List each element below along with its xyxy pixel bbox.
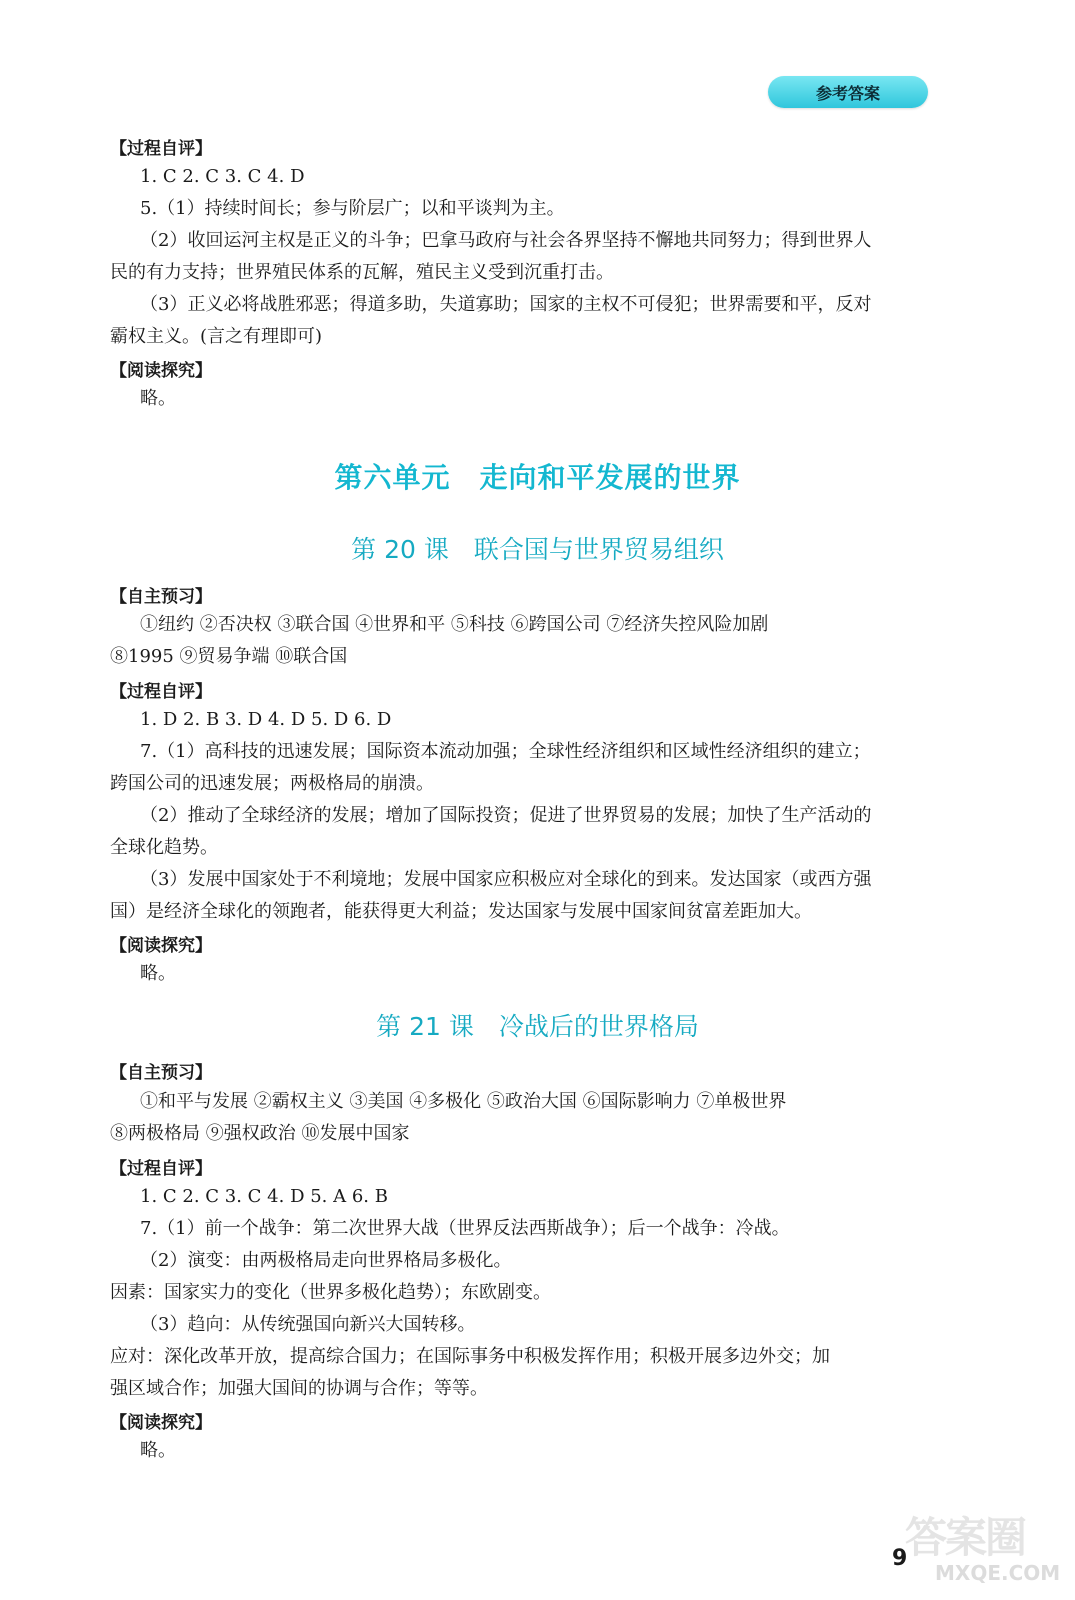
- answer-line: （2）推动了全球经济的发展；增加了国际投资；促进了世界贸易的发展；加快了生产活动的: [140, 805, 872, 826]
- answer-line: （3）趋向：从传统强国向新兴大国转移。: [140, 1314, 476, 1335]
- answer-line: 5.（1）持续时间长；参与阶层广；以和平谈判为主。: [140, 198, 565, 219]
- page-number: 9: [892, 1546, 908, 1571]
- answer-line: 7.（1）高科技的迅速发展；国际资本流动加强；全球性经济组织和区域性经济组织的建立；: [140, 741, 871, 762]
- section-heading: 【过程自评】: [110, 682, 212, 702]
- answer-line: （2）收回运河主权是正义的斗争；巴拿马政府与社会各界坚持不懈地共同努力；得到世界人: [140, 230, 872, 251]
- watermark-url: MXQE.COM: [935, 1561, 1061, 1585]
- section-heading: 【过程自评】: [110, 1159, 212, 1179]
- watermark: [905, 1505, 1065, 1595]
- answer-line: ⑧两极格局 ⑨强权政治 ⑩发展中国家: [110, 1123, 410, 1144]
- section-heading: 【阅读探究】: [110, 936, 212, 956]
- answer-line: 略。: [140, 1440, 176, 1461]
- answer-line: 略。: [140, 963, 176, 984]
- answer-line: 7.（1）前一个战争：第二次世界大战（世界反法西斯战争）；后一个战争：冷战。: [140, 1218, 790, 1239]
- answer-line: 略。: [140, 388, 176, 409]
- unit-title: 第六单元 走向和平发展的世界: [334, 461, 741, 494]
- section-heading: 【阅读探究】: [110, 1413, 212, 1433]
- answer-line: 霸权主义。(言之有理即可): [110, 326, 323, 347]
- section-heading: 【过程自评】: [110, 139, 212, 159]
- answer-line: ⑧1995 ⑨贸易争端 ⑩联合国: [110, 646, 348, 667]
- answer-line: 全球化趋势。: [110, 837, 218, 858]
- answer-line: ①和平与发展 ②霸权主义 ③美国 ④多极化 ⑤政治大国 ⑥国际影响力 ⑦单极世界: [140, 1091, 787, 1112]
- lesson-21-title: 第 21 课 冷战后的世界格局: [376, 1012, 699, 1041]
- lesson-20-title: 第 20 课 联合国与世界贸易组织: [351, 535, 724, 564]
- answer-line: 1. C 2. C 3. C 4. D 5. A 6. B: [140, 1186, 388, 1207]
- answer-line: 1. C 2. C 3. C 4. D: [140, 166, 305, 187]
- answer-line: 国）是经济全球化的领跑者，能获得更大利益；发达国家与发展中国家间贫富差距加大。: [110, 901, 812, 922]
- answer-line: （3）发展中国家处于不利境地；发展中国家应积极应对全球化的到来。发达国家（或西方强: [140, 869, 872, 890]
- answer-key-badge: 参考答案: [768, 76, 928, 108]
- answer-line: 应对：深化改革开放，提高综合国力；在国际事务中积极发挥作用；积极开展多边外交；加: [110, 1346, 830, 1367]
- answer-line: 1. D 2. B 3. D 4. D 5. D 6. D: [140, 709, 392, 730]
- answer-line: 民的有力支持；世界殖民体系的瓦解，殖民主义受到沉重打击。: [110, 262, 614, 283]
- answer-line: （2）演变：由两极格局走向世界格局多极化。: [140, 1250, 512, 1271]
- answer-line: 因素：国家实力的变化（世界多极化趋势）；东欧剧变。: [110, 1282, 551, 1303]
- section-heading: 【阅读探究】: [110, 361, 212, 381]
- section-heading: 【自主预习】: [110, 1063, 212, 1083]
- answer-line: （3）正义必将战胜邪恶；得道多助，失道寡助；国家的主权不可侵犯；世界需要和平，反对: [140, 294, 872, 315]
- answer-line: 强区域合作；加强大国间的协调与合作；等等。: [110, 1378, 488, 1399]
- answer-line: 跨国公司的迅速发展；两极格局的崩溃。: [110, 773, 434, 794]
- answer-line: ①纽约 ②否决权 ③联合国 ④世界和平 ⑤科技 ⑥跨国公司 ⑦经济失控风险加剧: [140, 614, 769, 635]
- watermark-logo-text: 答案圈: [905, 1513, 1026, 1562]
- section-heading: 【自主预习】: [110, 587, 212, 607]
